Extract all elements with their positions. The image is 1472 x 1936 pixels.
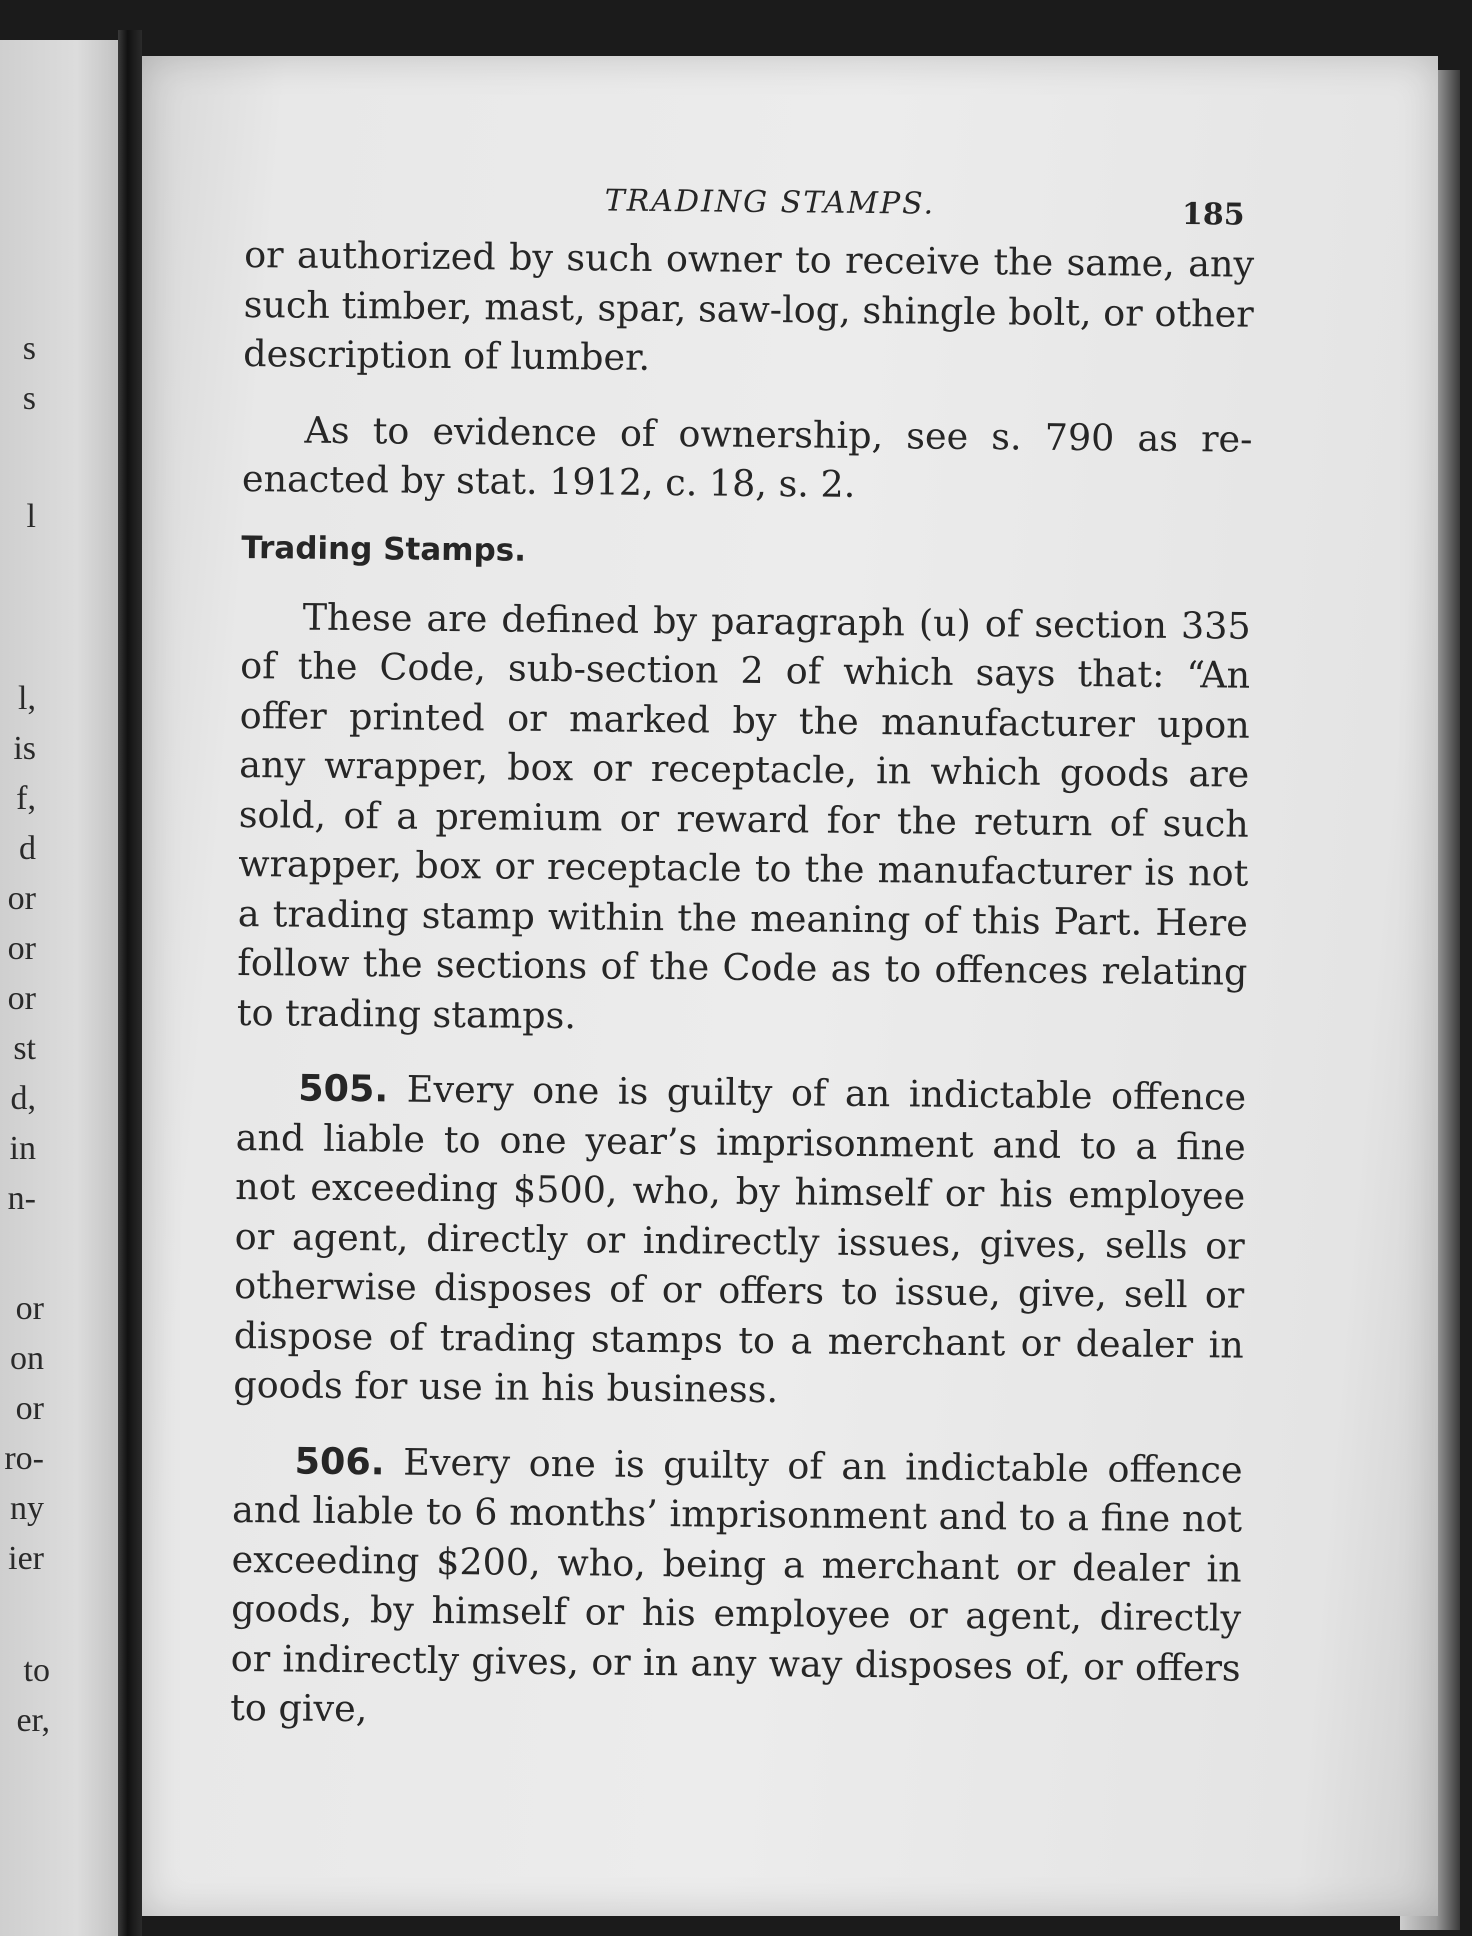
- section-text: Every one is guilty of an indictable offence and liable to 6 months’ imprisonment and to a fine not exceeding $200, who, being a merchant or dealer in goods, by himself or his employee or agent, directly or indirectly gives, or in any way disposes of, or offers to give,: [230, 1439, 1243, 1731]
- left-fragment: or: [7, 880, 36, 917]
- left-fragment: ro-: [4, 1440, 44, 1477]
- left-fragment: is: [13, 730, 36, 767]
- left-fragment: s: [22, 380, 36, 417]
- left-fragment: l: [26, 498, 36, 535]
- left-fragment: to: [23, 1652, 50, 1689]
- running-head: TRADING STAMPS.: [604, 183, 936, 222]
- left-fragment: er,: [16, 1702, 50, 1739]
- definition-paragraph: These are defined by paragraph (u) of section 335 of the Code, sub-section 2 of which says that: “An offer printed or marked by the manufacturer upon any wrapper, box or receptacle, in which goods are sold, of a premium or reward for the return of such wrapper, box or receptacle to the manufacturer is not a trading stamp within the meaning of this Part. Here follow the sections of the Code as to offences relating to trading stamps.: [236, 595, 1251, 1037]
- page-content: [230, 170, 1285, 1768]
- left-page-fragments: [0, 40, 128, 1936]
- left-fragment: or: [15, 1290, 44, 1327]
- section-506: [230, 1435, 1243, 1742]
- left-fragment: s: [22, 330, 36, 367]
- book-gutter: [118, 30, 142, 1936]
- left-fragment: f,: [16, 780, 36, 817]
- left-fragment: st: [13, 1030, 36, 1067]
- left-fragment: ier: [8, 1540, 44, 1577]
- left-fragment: l,: [18, 680, 36, 717]
- section-number: 506.: [294, 1439, 385, 1483]
- section-heading: Trading Stamps.: [241, 529, 527, 569]
- left-fragment: or: [7, 930, 36, 967]
- evidence-note: As to evidence of ownership, see s. 790 as re-enacted by stat. 1912, c. 18, s. 2.: [241, 408, 1253, 506]
- section-text: Every one is guilty of an indictable offence and liable to one year’s imprisonment and to a fine not exceeding $500, who, by himself or his employee or agent, directly or indirectly issues, gives, sells or otherwise disposes of or offers to issue, give, sell or dispose of trading stamps to a merchant or dealer in goods for use in his business.: [233, 1067, 1247, 1412]
- left-fragment: or: [15, 1390, 44, 1427]
- left-fragment: n-: [7, 1180, 36, 1217]
- left-fragment: or: [7, 980, 36, 1017]
- page-header: [244, 170, 1285, 240]
- left-fragment: d,: [10, 1080, 36, 1117]
- continuation-paragraph: or authorized by such owner to receive the same, any such timber, mast, spar, saw-log, shingle bolt, or other description of lumber.: [243, 232, 1255, 379]
- section-number: 505.: [297, 1066, 389, 1111]
- page-number: 185: [1181, 196, 1245, 233]
- left-page-strip: [0, 40, 128, 1936]
- left-fragment: d: [19, 830, 36, 867]
- section-505: [233, 1063, 1246, 1419]
- left-fragment: on: [10, 1340, 44, 1377]
- left-fragment: in: [9, 1130, 36, 1167]
- left-fragment: ny: [10, 1490, 44, 1527]
